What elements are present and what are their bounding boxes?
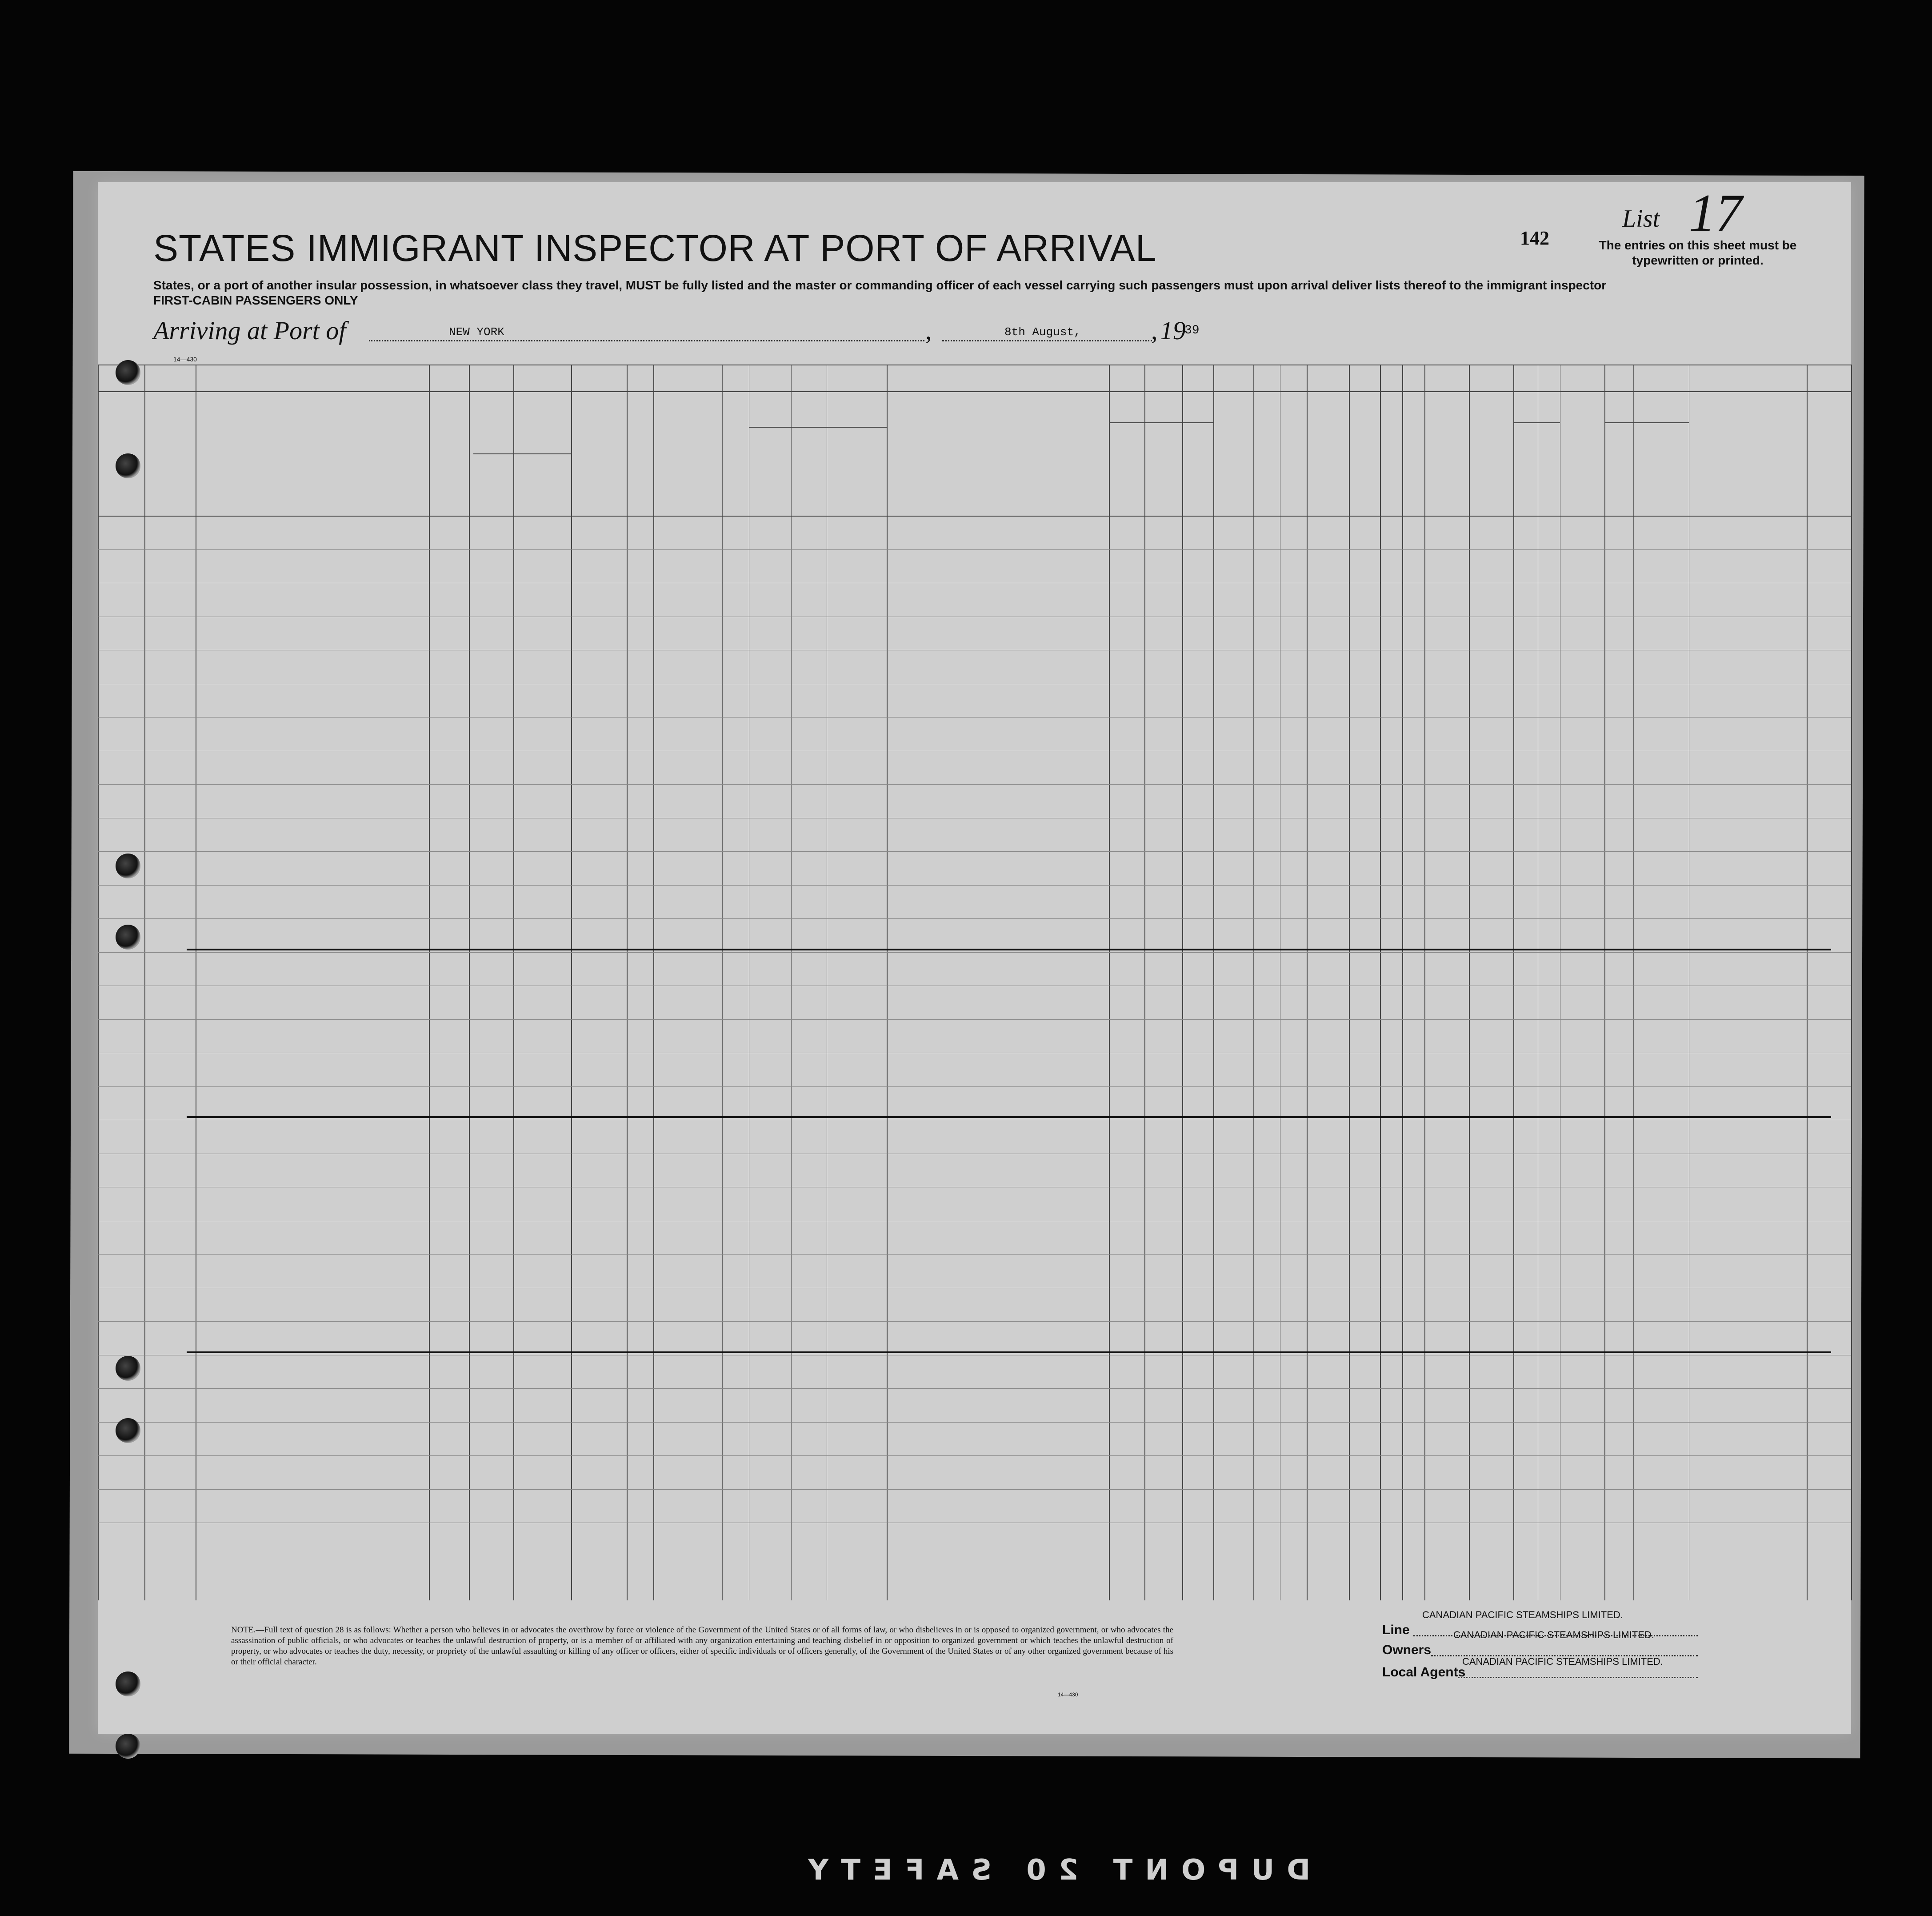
film-edge-text: DUPONT 20 SAFETY: [796, 1854, 1311, 1887]
line-value: CANADIAN PACIFIC STEAMSHIPS LIMITED.: [1422, 1609, 1623, 1620]
manifest-sheet: [98, 182, 1851, 1734]
header-subline: [473, 453, 571, 454]
row-line: [98, 1489, 1851, 1490]
date-value: 8th August,: [1004, 325, 1081, 339]
row-line: [98, 784, 1851, 785]
column-line: [1253, 365, 1254, 1600]
header-subline: [749, 427, 887, 428]
footer-form-code: 14—430: [1058, 1692, 1078, 1698]
column-line: [1213, 365, 1214, 1600]
date-dotline: [942, 340, 1156, 341]
row-line: [98, 952, 1851, 953]
year-prefix: 19: [1160, 316, 1186, 345]
stamp-number: 142: [1520, 227, 1549, 249]
strike-line: [187, 1116, 1831, 1118]
port-value: NEW YORK: [449, 325, 504, 339]
strike-line: [187, 949, 1831, 950]
list-number: 17: [1689, 183, 1742, 242]
column-line: [887, 365, 888, 1600]
row-line: [98, 549, 1851, 550]
subtitle-line2: FIRST-CABIN PASSENGERS ONLY: [153, 293, 358, 307]
binder-hole: [116, 1356, 140, 1381]
binder-hole: [116, 854, 140, 878]
column-line: [1144, 365, 1145, 1600]
column-line: [571, 365, 572, 1600]
column-line: [144, 365, 145, 1600]
column-line: [1807, 365, 1808, 1600]
column-line: [1182, 365, 1183, 1600]
row-line: [98, 851, 1851, 852]
subtitle-line1: States, or a port of another insular possession, in whatsoever class they travel, MUST be fully listed and the master or commanding officer of each vessel carrying such passengers must upon arrival deliver lists thereof to the immigrant inspector: [153, 278, 1607, 292]
column-line: [1513, 365, 1514, 1600]
header-subline: [1109, 422, 1213, 423]
footnote: NOTE.—Full text of question 28 is as follows: Whether a person who believes in or advocates the overthrow by force or violence of the Government of the United States or of all forms of law, or who disbelieves in or is opposed to organized government, or who advocates the assassination of public officials, or who advocates or teaches the unlawful destruction of property, or is a member of or affiliated with any organization entertaining and teaching disbelief in or opposition to organized government or which teaches the unlawful destruction of property, or who advocates or teaches the duty, necessity, or propriety of the unlawful assaulting or killing of any officer or officers, either of specific individuals or of officers generally, of the Government of the United States or of any other organized government because of his or their official character.: [231, 1625, 1173, 1667]
column-line: [1109, 365, 1110, 1600]
form-code: 14—430: [173, 356, 197, 363]
column-line: [1424, 365, 1425, 1600]
column-line: [1604, 365, 1605, 1600]
binder-hole: [116, 1734, 140, 1759]
port-dotline: [369, 340, 924, 341]
column-line: [791, 365, 792, 1600]
column-line: [1851, 365, 1852, 1600]
agents-label: Local Agents: [1382, 1665, 1466, 1680]
column-line: [1633, 365, 1634, 1600]
header-subline: [1604, 422, 1689, 423]
entries-note: The entries on this sheet must be typewritten or printed.: [1599, 238, 1797, 267]
row-line: [98, 1321, 1851, 1322]
column-line: [98, 365, 99, 1600]
column-line: [1307, 365, 1308, 1600]
row-line: [98, 1019, 1851, 1020]
row-line: [98, 918, 1851, 919]
column-line: [513, 365, 514, 1600]
header-line: [98, 391, 1851, 392]
owners-value: CANADIAN PACIFIC STEAMSHIPS LIMITED.: [1453, 1629, 1654, 1640]
row-line: [98, 1086, 1851, 1087]
column-line: [627, 365, 628, 1600]
agents-dotline: [1458, 1677, 1698, 1678]
comma: ,: [925, 316, 932, 345]
binder-hole: [116, 925, 140, 950]
column-line: [1380, 365, 1381, 1600]
column-line: [1469, 365, 1470, 1600]
column-line: [722, 365, 723, 1600]
page-title: STATES IMMIGRANT INSPECTOR AT PORT OF ARRIVAL: [153, 227, 1157, 269]
subtitle: [153, 278, 1620, 308]
line-label: Line: [1382, 1623, 1410, 1637]
header-subline: [1513, 422, 1560, 423]
row-line: [98, 1388, 1851, 1389]
column-line: [429, 365, 430, 1600]
owners-label: Owners: [1382, 1643, 1432, 1657]
binder-hole: [116, 1418, 140, 1443]
row-line: [98, 1422, 1851, 1423]
column-line: [653, 365, 654, 1600]
year-suffix: 39: [1184, 324, 1200, 337]
column-line: [469, 365, 470, 1600]
binder-hole: [116, 360, 140, 385]
manifest-table: [98, 365, 1851, 1600]
strike-line: [187, 1351, 1831, 1353]
comma: ,: [1151, 316, 1158, 345]
column-line: [1349, 365, 1350, 1600]
binder-hole: [116, 1671, 140, 1696]
row-line: [98, 1455, 1851, 1456]
column-line: [1402, 365, 1403, 1600]
agents-value: CANADIAN PACIFIC STEAMSHIPS LIMITED.: [1462, 1656, 1663, 1667]
row-line: [98, 1254, 1851, 1255]
list-label: List: [1622, 205, 1660, 232]
header-line: [98, 516, 1851, 517]
binder-hole: [116, 453, 140, 478]
row-line: [98, 885, 1851, 886]
arriving-label: Arriving at Port of: [153, 316, 346, 345]
